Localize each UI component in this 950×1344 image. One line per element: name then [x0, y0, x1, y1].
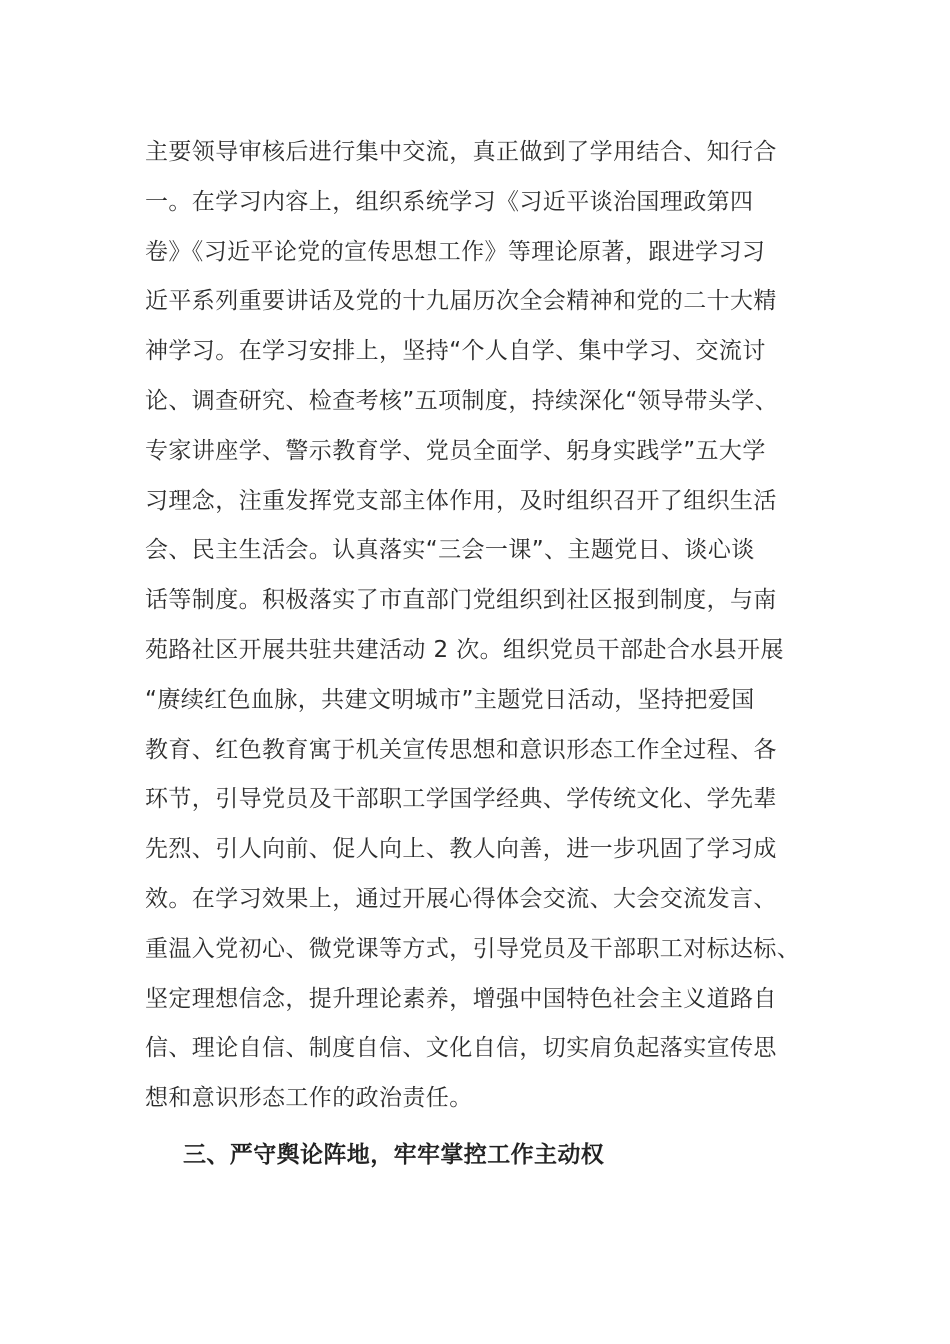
paragraph-line: 近平系列重要讲话及党的十九届历次全会精神和党的二十大精 [145, 288, 777, 315]
paragraph-line: 苑路社区开展共驻共建活动 2 次。组织党员干部赴合水县开展 [145, 636, 784, 663]
paragraph-line: 信、理论自信、制度自信、文化自信，切实肩负起落实宣传思 [145, 1035, 777, 1062]
paragraph-line: 专家讲座学、警示教育学、党员全面学、躬身实践学”五大学 [145, 437, 766, 464]
paragraph-line: 重温入党初心、微党课等方式，引导党员及干部职工对标达标、 [145, 935, 801, 962]
paragraph-line: 坚定理想信念，提升理论素养，增强中国特色社会主义道路自 [145, 985, 777, 1012]
paragraph-line: 效。在学习效果上，通过开展心得体会交流、大会交流发言、 [145, 885, 777, 912]
paragraph-line: 论、调查研究、检查考核”五项制度，持续深化“领导带头学、 [145, 387, 779, 414]
paragraph-line: 会、民主生活会。认真落实“三会一课”、主题党日、谈心谈 [145, 537, 755, 564]
paragraph-line: 想和意识形态工作的政治责任。 [145, 1085, 473, 1112]
body-paragraph [145, 128, 825, 1124]
paragraph-line: 教育、红色教育寓于机关宣传思想和意识形态工作全过程、各 [145, 736, 777, 763]
paragraph-line: 话等制度。积极落实了市直部门党组织到社区报到制度，与南 [145, 587, 777, 614]
paragraph-line: 环节，引导党员及干部职工学国学经典、学传统文化、学先辈 [145, 786, 777, 813]
paragraph-line: 神学习。在学习安排上，坚持“个人自学、集中学习、交流讨 [145, 338, 766, 365]
paragraph-line: 先烈、引人向前、促人向上、教人向善，进一步巩固了学习成 [145, 836, 777, 863]
paragraph-line: “赓续红色血脉，共建文明城市”主题党日活动，坚持把爱国 [145, 686, 755, 713]
paragraph-line: 卷》《习近平论党的宣传思想工作》等理论原著，跟进学习习 [145, 238, 766, 265]
paragraph-line: 主要领导审核后进行集中交流，真正做到了学用结合、知行合 [145, 139, 777, 165]
paragraph-line: 一。在学习内容上，组织系统学习《习近平谈治国理政第四 [145, 188, 754, 215]
paragraph-line: 习理念，注重发挥党支部主体作用，及时组织召开了组织生活 [145, 487, 777, 514]
section-heading: 三、严守舆论阵地，牢牢掌控工作主动权 [183, 1142, 605, 1168]
